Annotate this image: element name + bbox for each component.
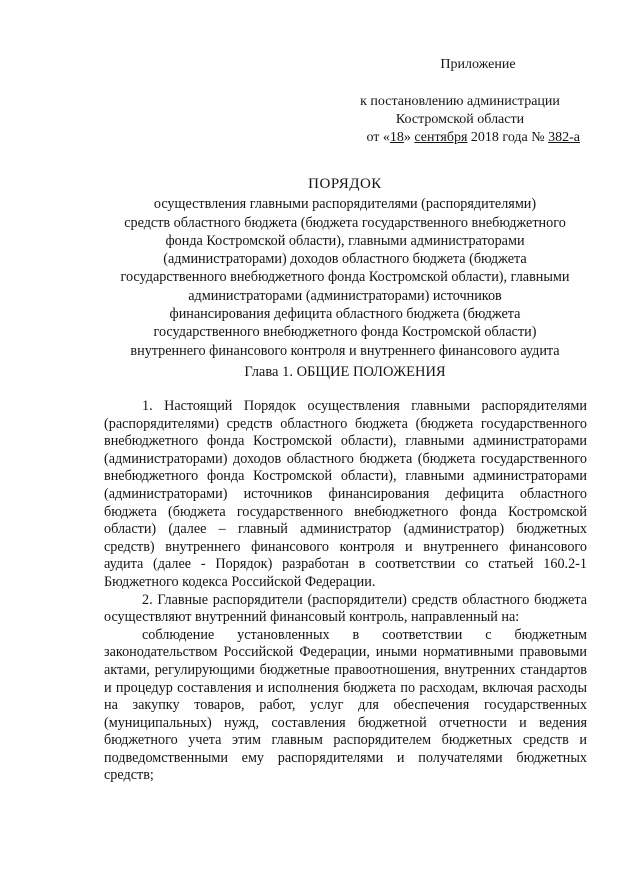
title-line: администраторами (администраторами) источников [188, 287, 502, 304]
date-number: 382-а [548, 130, 580, 145]
appendix-block [340, 93, 580, 147]
title-line: внутреннего финансового контроля и внутреннего финансового аудита [130, 342, 560, 359]
appendix-line-1: к постановлению администрации [360, 94, 560, 109]
appendix-date-line [340, 129, 580, 147]
document-body [104, 398, 587, 785]
date-mid-2: 2018 года № [467, 130, 549, 145]
date-month: сентября [414, 130, 468, 145]
date-day: 18 [389, 130, 404, 145]
paragraph: 1. Настоящий Порядок осуществления главными распорядителями (распорядителями) средств областного бюджета (бюджета государственного внебюджетного фонда Костромской области), главными администраторами (администраторами) доходов областного бюджета (бюджета государственного внебюджетного фонда Костромской области), главными администраторами (администраторами) источников финансирования дефицита областного бюджета (бюджета государственного внебюджетного фонда Костромской области) (далее – главный администратор (администратор) бюджетных средств) внутреннего финансового контроля и внутреннего финансового аудита (далее - Порядок) разработан в соответствии со статьей 160.2-1 Бюджетного кодекса Российской Федерации. [104, 398, 587, 590]
document-title-block [100, 175, 590, 360]
title-line: (администраторами) доходов областного бюджета (бюджета [163, 251, 527, 268]
date-mid-1: » [403, 130, 415, 145]
title-line: осуществления главными распорядителями (распорядителями) [153, 196, 537, 213]
title-line: средств областного бюджета (бюджета государственного внебюджетного [124, 214, 566, 231]
chapter-heading: Глава 1. ОБЩИЕ ПОЛОЖЕНИЯ [244, 364, 446, 380]
title-line: финансирования дефицита областного бюджета (бюджета [169, 306, 521, 323]
appendix-title: Приложение [440, 57, 516, 72]
appendix-line-2: Костромской области [395, 112, 525, 127]
paragraph: 2. Главные распорядители (распорядители) средств областного бюджета осуществляют внутренний финансовый контроль, направленный на: [104, 591, 587, 626]
date-prefix: от « [366, 130, 390, 145]
title-line: фонда Костромской области), главными администраторами [165, 232, 525, 249]
title-line: государственного внебюджетного фонда Костромской области), главными [120, 269, 570, 286]
paragraph: соблюдение установленных в соответствии с бюджетным законодательством Российской Федерации, иными нормативными правовыми актами, регулирующими бюджетные правоотношения, внутренних стандартов и процедур составления и исполнения бюджета по расходам, включая расходы на закупку товаров, работ, услуг для обеспечения государственных (муниципальных) нужд, составления бюджетной отчетности и ведения бюджетного учета этим главным распорядителем бюджетных средств и подведомственными ему распорядителями и получателями бюджетных средств; [104, 626, 587, 784]
title-line: государственного внебюджетного фонда Костромской области) [153, 324, 537, 341]
document-title: ПОРЯДОК [308, 176, 382, 192]
